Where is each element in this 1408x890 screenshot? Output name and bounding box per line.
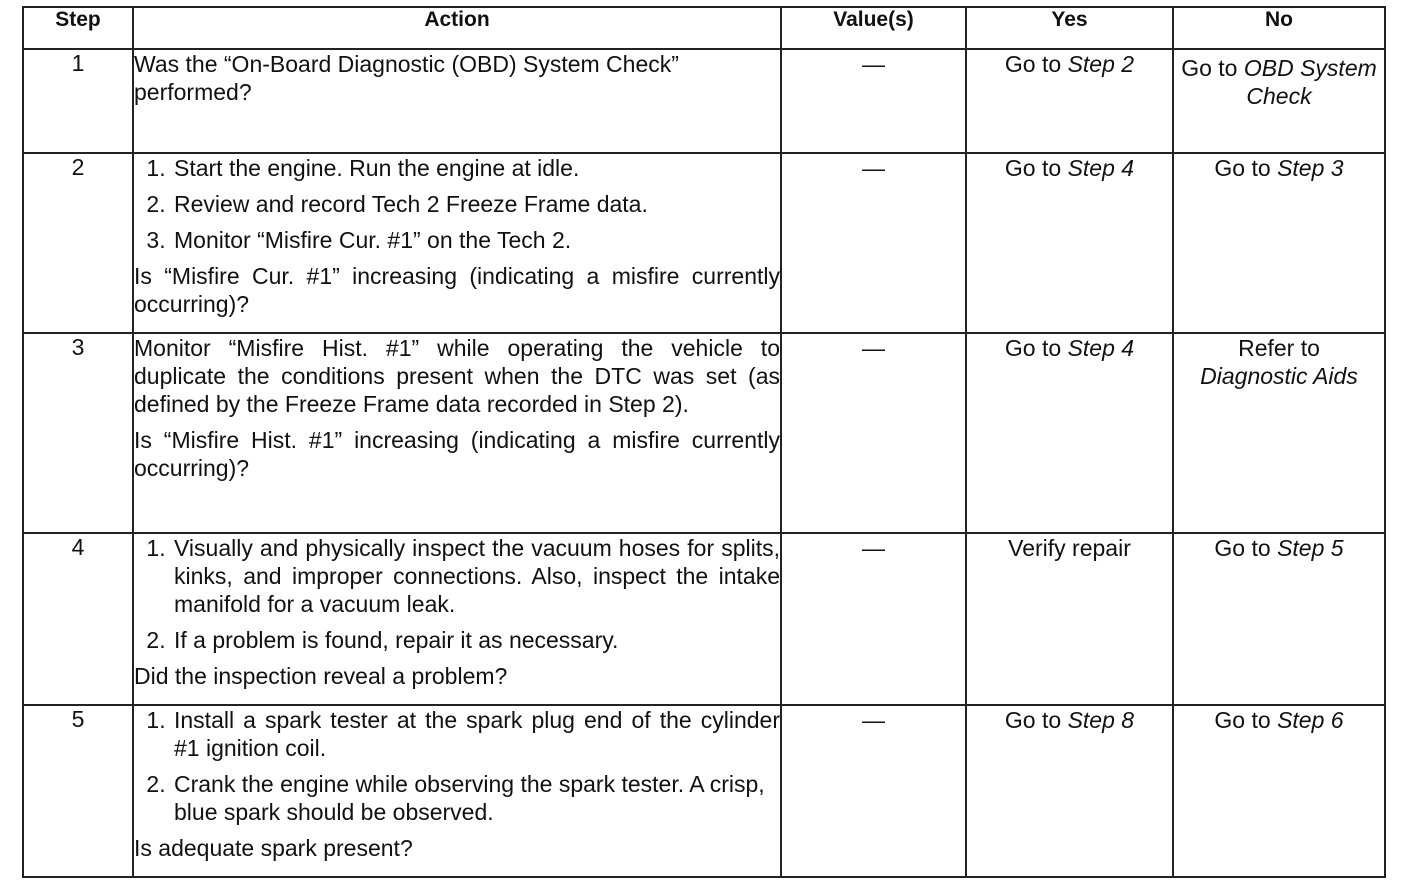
step-number: 4: [23, 533, 133, 705]
header-action: Action: [133, 7, 781, 49]
action-question: Is “Misfire Cur. #1” increasing (indicating a misfire currently occurring)?: [134, 263, 780, 317]
yes-cell: Verify repair: [966, 533, 1173, 705]
yes-prefix: Go to: [1004, 335, 1062, 361]
action-list-item: 1. Start the engine. Run the engine at idle.: [172, 154, 780, 182]
no-step-ref: Step 5: [1277, 535, 1344, 561]
action-list-item: 2. Crank the engine while observing the spark tester. A crisp, blue spark should be observed.: [172, 770, 780, 826]
no-step-ref: Step 3: [1277, 155, 1344, 181]
action-question: Is adequate spark present?: [134, 835, 413, 861]
no-cell: [1173, 49, 1385, 153]
no-cell: [1173, 533, 1385, 705]
yes-step-ref: Step 8: [1067, 707, 1135, 733]
header-no: No: [1173, 7, 1385, 49]
no-prefix: Go to: [1214, 707, 1271, 733]
no-cell: [1173, 705, 1385, 877]
header-yes: Yes: [966, 7, 1173, 49]
yes-cell: [966, 153, 1173, 333]
no-prefix: Go to: [1214, 155, 1271, 181]
action-list: [134, 534, 780, 654]
no-step-ref: OBD System Check: [1243, 55, 1377, 109]
table-row: [23, 333, 1385, 533]
action-list-item: 2. If a problem is found, repair it as necessary.: [172, 626, 780, 654]
table-row: [23, 153, 1385, 333]
yes-step-ref: Step 4: [1067, 335, 1135, 361]
no-prefix: Refer to: [1238, 335, 1320, 361]
header-step: Step: [23, 7, 133, 49]
action-list-item: 1. Visually and physically inspect the vacuum hoses for splits, kinks, and improper connections. Also, inspect the intake manifold for a vacuum leak.: [172, 534, 780, 618]
action-question: Was the “On-Board Diagnostic (OBD) System Check” performed?: [134, 51, 679, 105]
value-cell: —: [781, 49, 966, 153]
step-number: 3: [23, 333, 133, 533]
action-question: Did the inspection reveal a problem?: [134, 663, 508, 689]
yes-step-ref: Step 4: [1067, 155, 1135, 181]
yes-prefix: Go to: [1004, 51, 1062, 77]
value-cell: —: [781, 705, 966, 877]
action-list: [134, 706, 780, 826]
no-step-ref: Step 6: [1277, 707, 1344, 733]
header-values: Value(s): [781, 7, 966, 49]
table-row: [23, 533, 1385, 705]
no-prefix: Go to: [1214, 535, 1271, 561]
yes-cell: [966, 705, 1173, 877]
no-step-ref: Diagnostic Aids: [1200, 363, 1358, 389]
action-paragraph: Monitor “Misfire Hist. #1” while operating the vehicle to duplicate the conditions present when the DTC was set (as defined by the Freeze Frame data recorded in Step 2).: [134, 335, 780, 417]
step-number: 5: [23, 705, 133, 877]
action-list-item: 1. Install a spark tester at the spark plug end of the cylinder #1 ignition coil.: [172, 706, 780, 762]
table-row: [23, 49, 1385, 153]
yes-cell: [966, 333, 1173, 533]
action-list-item: 2. Review and record Tech 2 Freeze Frame data.: [172, 190, 780, 218]
yes-prefix: Go to: [1004, 707, 1062, 733]
yes-step-ref: Step 2: [1067, 51, 1135, 77]
action-cell: [133, 705, 781, 877]
yes-prefix: Go to: [1004, 155, 1062, 181]
value-cell: —: [781, 533, 966, 705]
action-cell: [133, 333, 781, 533]
no-prefix: Go to: [1181, 55, 1238, 81]
yes-cell: [966, 49, 1173, 153]
action-list: [134, 154, 780, 254]
action-list-item: 3. Monitor “Misfire Cur. #1” on the Tech 2.: [172, 226, 780, 254]
no-cell: [1173, 333, 1385, 533]
diagnostic-table: [22, 6, 1386, 878]
action-cell: [133, 153, 781, 333]
table-row: [23, 705, 1385, 877]
action-cell: [133, 49, 781, 153]
header-row: [23, 7, 1385, 49]
value-cell: —: [781, 153, 966, 333]
value-cell: —: [781, 333, 966, 533]
no-cell: [1173, 153, 1385, 333]
action-question: Is “Misfire Hist. #1” increasing (indicating a misfire currently occurring)?: [134, 427, 780, 481]
action-cell: [133, 533, 781, 705]
step-number: 1: [23, 49, 133, 153]
step-number: 2: [23, 153, 133, 333]
